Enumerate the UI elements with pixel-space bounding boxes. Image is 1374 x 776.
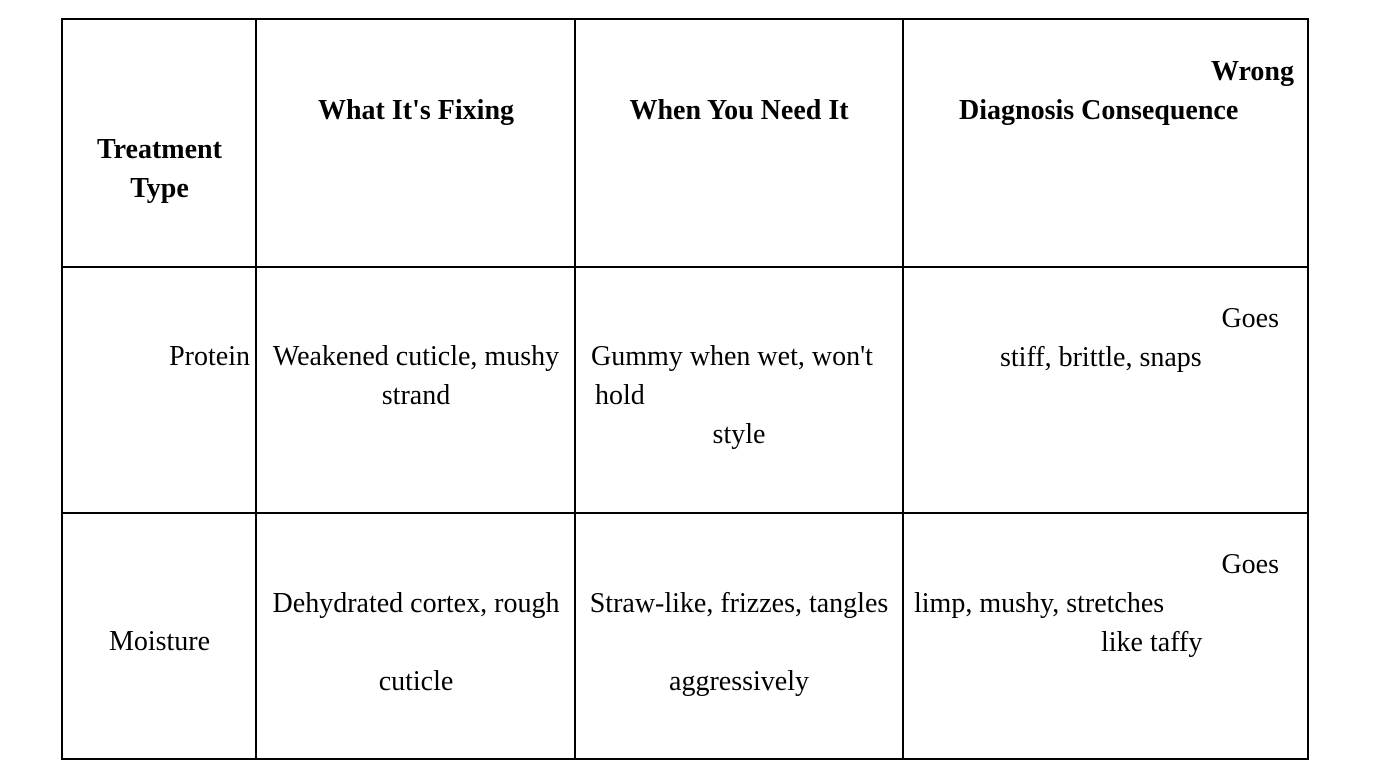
cell-when-protein-line3: style xyxy=(712,419,766,450)
header-when-need: When You Need It xyxy=(629,95,849,126)
cell-fixing-moisture-line1: Dehydrated cortex, rough xyxy=(272,588,560,619)
cell-consequence-moisture-line3: like taffy xyxy=(1101,627,1203,658)
header-wrong-diagnosis-line1: Wrong xyxy=(1211,56,1294,87)
header-treatment-type-line2: Type xyxy=(130,173,189,204)
cell-fixing-protein-line1: Weakened cuticle, mushy xyxy=(272,341,560,372)
cell-when-protein-line2: hold xyxy=(595,380,645,411)
cell-when-moisture-line2: aggressively xyxy=(669,666,809,697)
header-what-fixing: What It's Fixing xyxy=(317,95,515,126)
header-wrong-diagnosis-line2: Diagnosis Consequence xyxy=(959,95,1239,126)
column-divider xyxy=(902,20,904,758)
cell-consequence-protein-line2: stiff, brittle, snaps xyxy=(1000,342,1202,373)
cell-consequence-moisture-line2: limp, mushy, stretches xyxy=(914,588,1165,619)
cell-consequence-moisture-line1: Goes xyxy=(1221,549,1279,580)
cell-consequence-protein-line1: Goes xyxy=(1221,303,1279,334)
row-divider xyxy=(63,266,1307,268)
cell-treatment-moisture: Moisture xyxy=(108,626,211,657)
cell-when-moisture-line1: Straw-like, frizzes, tangles xyxy=(589,588,889,619)
cell-treatment-protein: Protein xyxy=(169,341,250,372)
cell-fixing-moisture-line2: cuticle xyxy=(378,666,454,697)
cell-fixing-protein-line2: strand xyxy=(381,380,451,411)
cell-when-protein-line1: Gummy when wet, won't xyxy=(591,341,873,372)
row-divider xyxy=(63,512,1307,514)
header-treatment-type-line1: Treatment xyxy=(97,134,222,165)
